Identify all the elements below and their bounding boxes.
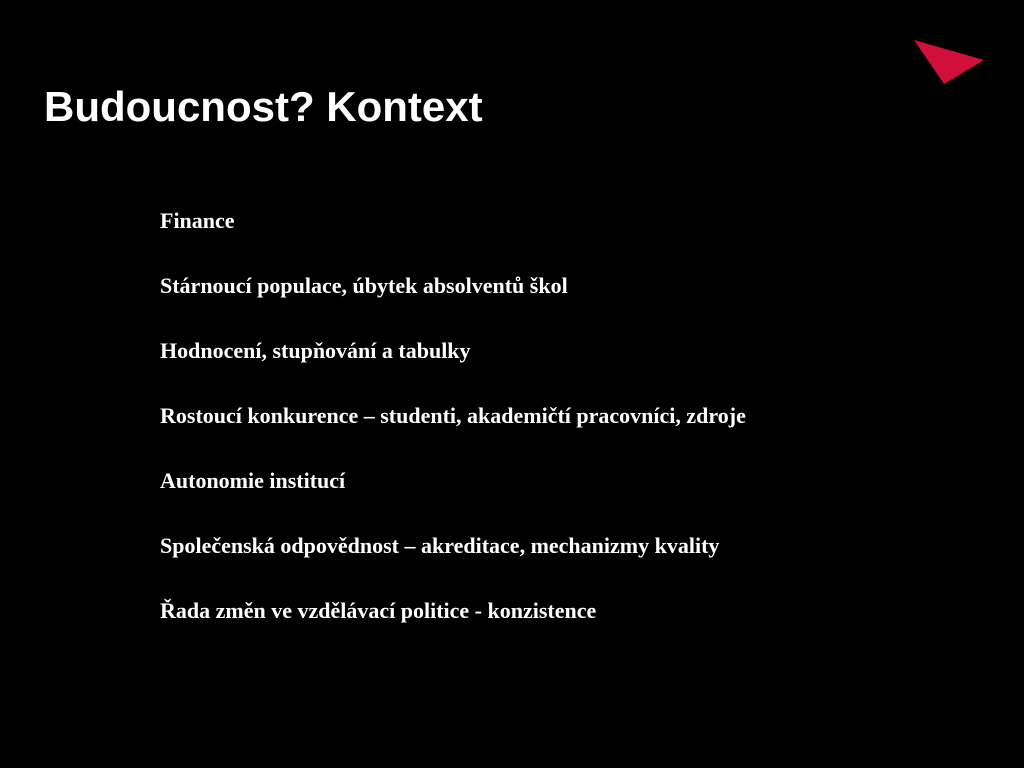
slide-title: Budoucnost? Kontext [44, 83, 483, 130]
list-item: Stárnoucí populace, úbytek absolventů škol [160, 273, 568, 298]
list-item: Řada změn ve vzdělávací politice - konzistence [160, 598, 597, 623]
list-item: Hodnocení, stupňování a tabulky [160, 338, 471, 363]
logo-triangle [914, 40, 984, 84]
red-triangle-arrow-icon [914, 38, 986, 86]
list-item: Společenská odpovědnost – akreditace, mechanizmy kvality [160, 533, 720, 558]
bullet-list [160, 201, 913, 656]
list-item: Rostoucí konkurence – studenti, akademičtí pracovníci, zdroje [160, 403, 746, 428]
list-item: Finance [160, 208, 235, 233]
list-item: Autonomie institucí [160, 468, 346, 493]
